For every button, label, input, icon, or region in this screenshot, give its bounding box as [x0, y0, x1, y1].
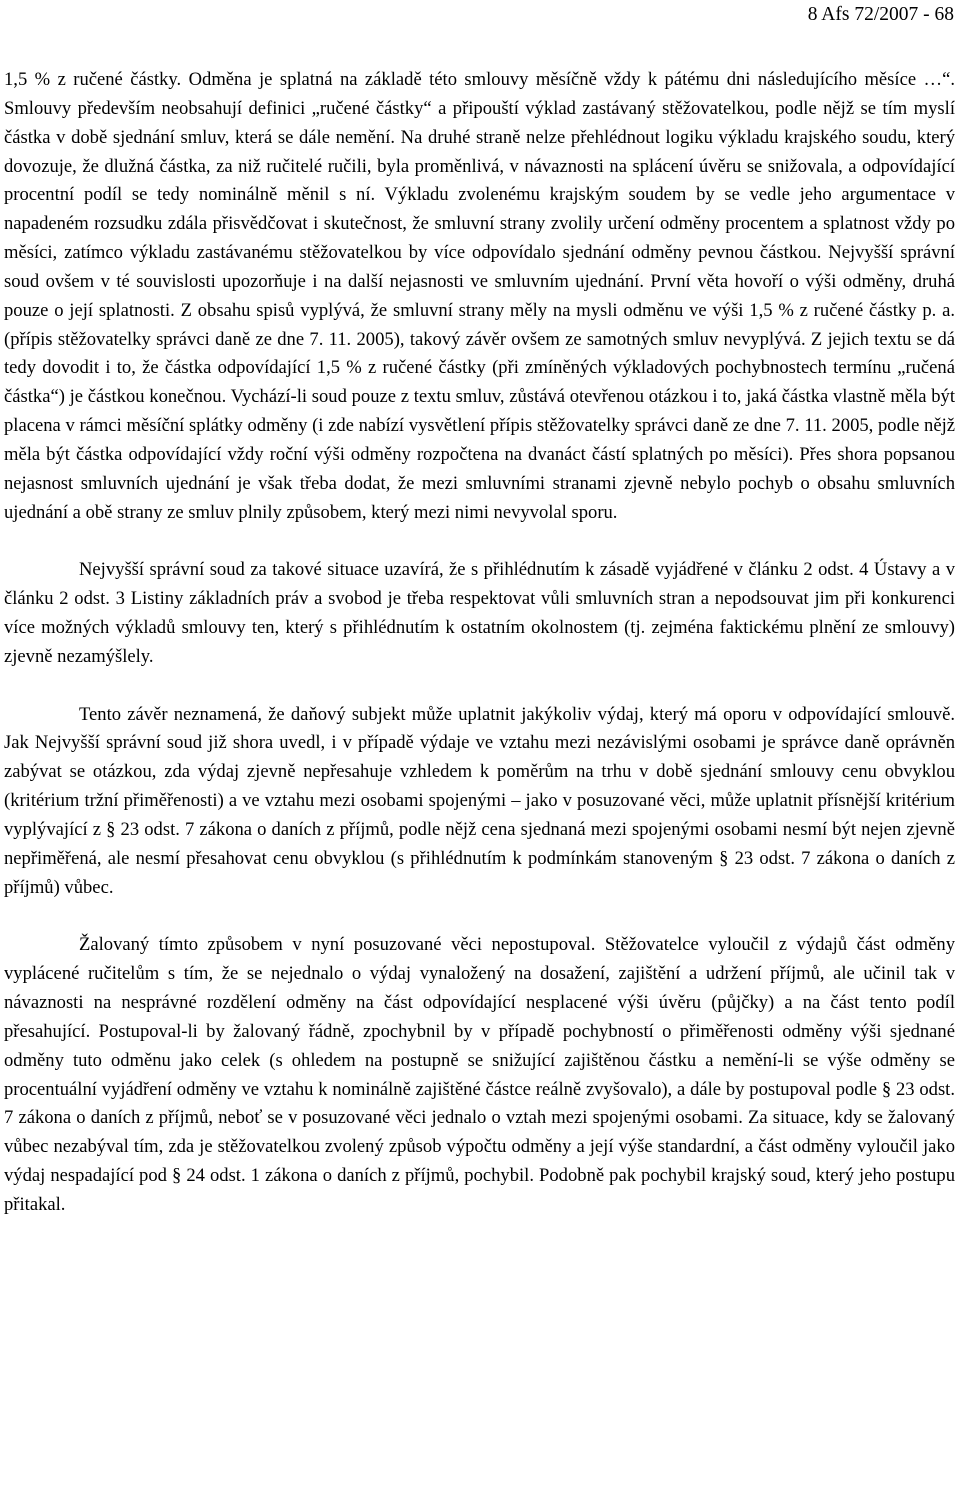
paragraph-3: Tento závěr neznamená, že daňový subjekt může uplatnit jakýkoliv výdaj, který má oporu v odpovídající smlouvě. Jak Nejvyšší správní soud již shora uvedl, i v případě výdaje ve vztahu mezi nezávislými osobami je správce daně oprávněn zabývat se otázkou, zda výdaj zjevně nepřesahuje vzhledem k poměrům na trhu v době sjednání smlouvy cenu obvyklou (kritérium tržní přiměřenosti) a ve vztahu mezi osobami spojenými – jako v posuzované věci, může uplatnit přísnější kritérium vyplývající z § 23 odst. 7 zákona o daních z příjmů, podle nějž cena sjednaná mezi spojenými osobami nesmí být nejen zjevně nepřiměřená, ale nesmí přesahovat cenu obvyklou (s přihlédnutím k podmínkám stanoveným § 23 odst. 7 zákona o daních z příjmů) vůbec. [4, 703, 955, 898]
document-body [4, 66, 955, 1220]
paragraph-2: Nejvyšší správní soud za takové situace uzavírá, že s přihlédnutím k zásadě vyjádřené v článku 2 odst. 4 Ústavy a v článku 2 odst. 3 Listiny základních práv a svobod je třeba respektovat vůli smluvních stran a nepodsouvat jim při konkurenci více možných výkladů smlouvy ten, který s přihlédnutím k ostatním okolnostem (tj. zejména faktickému plnění ze smlouvy) zjevně nezamýšlely. [4, 559, 955, 667]
paragraph-4: Žalovaný tímto způsobem v nyní posuzované věci nepostupoval. Stěžovatelce vyloučil z výdajů část odměny vyplácené ručitelům s tím, že se nejednalo o výdaj vynaložený na dosažení, zajištění a udržení příjmů, ale učinil tak v návaznosti na nesprávné rozdělení odměny na část odpovídající nesplacené výši úvěru (půjčky) a na část tento podíl přesahující. Postupoval-li by žalovaný řádně, zpochybnil by v případě pochybností o přiměřenosti odměny výši sjednané odměny tuto odměnu jako celek (s ohledem na postupně se snižující zajištěnou částku a nemění-li se výše odměny se procentuální vyjádření odměny ve vztahu k nominálně zajištěné částce reálně zvyšovalo), a dále by postupoval podle § 23 odst. 7 zákona o daních z příjmů, neboť se v posuzované věci jednalo o vztah mezi spojenými osobami. Za situace, kdy se žalovaný vůbec nezabýval tím, zda je stěžovatelkou zvolený způsob výpočtu odměny a její výše standardní, a část odměny vyloučil jako výdaj nespadající pod § 24 odst. 1 zákona o daních z příjmů, pochybil. Podobně pak pochybil krajský soud, který jeho postupu přitakal. [4, 934, 955, 1215]
page-header-reference: 8 Afs 72/2007 - 68 [807, 4, 954, 25]
paragraph-1: 1,5 % z ručené částky. Odměna je splatná na základě této smlouvy měsíčně vždy k pátému dni následujícího měsíce …“. Smlouvy především neobsahují definici „ručené částky“ a připouští výklad zastávaný stěžovatelkou, podle nějž se tím myslí částka v době sjednání smluv, která se dále nemění. Na druhé straně nelze přehlédnout logiku výkladu krajského soudu, který dovozuje, že dlužná částka, za niž ručitelé ručili, byla proměnlivá, v návaznosti na splácení úvěru se snižovala, a odpovídající procentní podíl se tedy nominálně měnil s ní. Výkladu zvolenému krajským soudem by se vedle jeho argumentace v napadeném rozsudku zdála přisvědčovat i skutečnost, že smluvní strany zvolily určení odměny procentem a splatnost vždy po měsíci, zatímco výkladu zastávanému stěžovatelkou by více odpovídalo sjednání odměny pevnou částkou. Nejvyšší správní soud ovšem v té souvislosti upozorňuje i na další nejasnosti ve smluvním ujednání. První věta hovoří o výši odměny, druhá pouze o její splatnosti. Z obsahu spisů vyplývá, že smluvní strany měly na mysli odměnu ve výši 1,5 % z ručené částky p. a. (přípis stěžovatelky správci daně ze dne 7. 11. 2005), takový závěr ovšem ze samotných smluv nevyplývá. Z jejich textu se dá tedy dovodit i to, že částka odpovídající 1,5 % z ručené částky (při zmíněných výkladových pochybnostech termínu „ručená částka“) je částkou konečnou. Vychází-li soud pouze z textu smluv, zůstává otevřenou otázkou i to, jaká částka vlastně měla být placena v rámci měsíční splátky odměny (i zde nabízí vysvětlení přípis stěžovatelky správci daně ze dne 7. 11. 2005, podle nějž měla být částka odpovídající vždy roční výši odměny rozpočtena na dvanáct částí splatných po měsíci). Přes shora popsanou nejasnost smluvních ujednání je však třeba dodat, že mezi smluvními stranami zjevně nebylo pochyb o obsahu smluvních ujednání a obě strany ze smluv plnily způsobem, který mezi nimi nevyvolal sporu. [4, 69, 955, 523]
